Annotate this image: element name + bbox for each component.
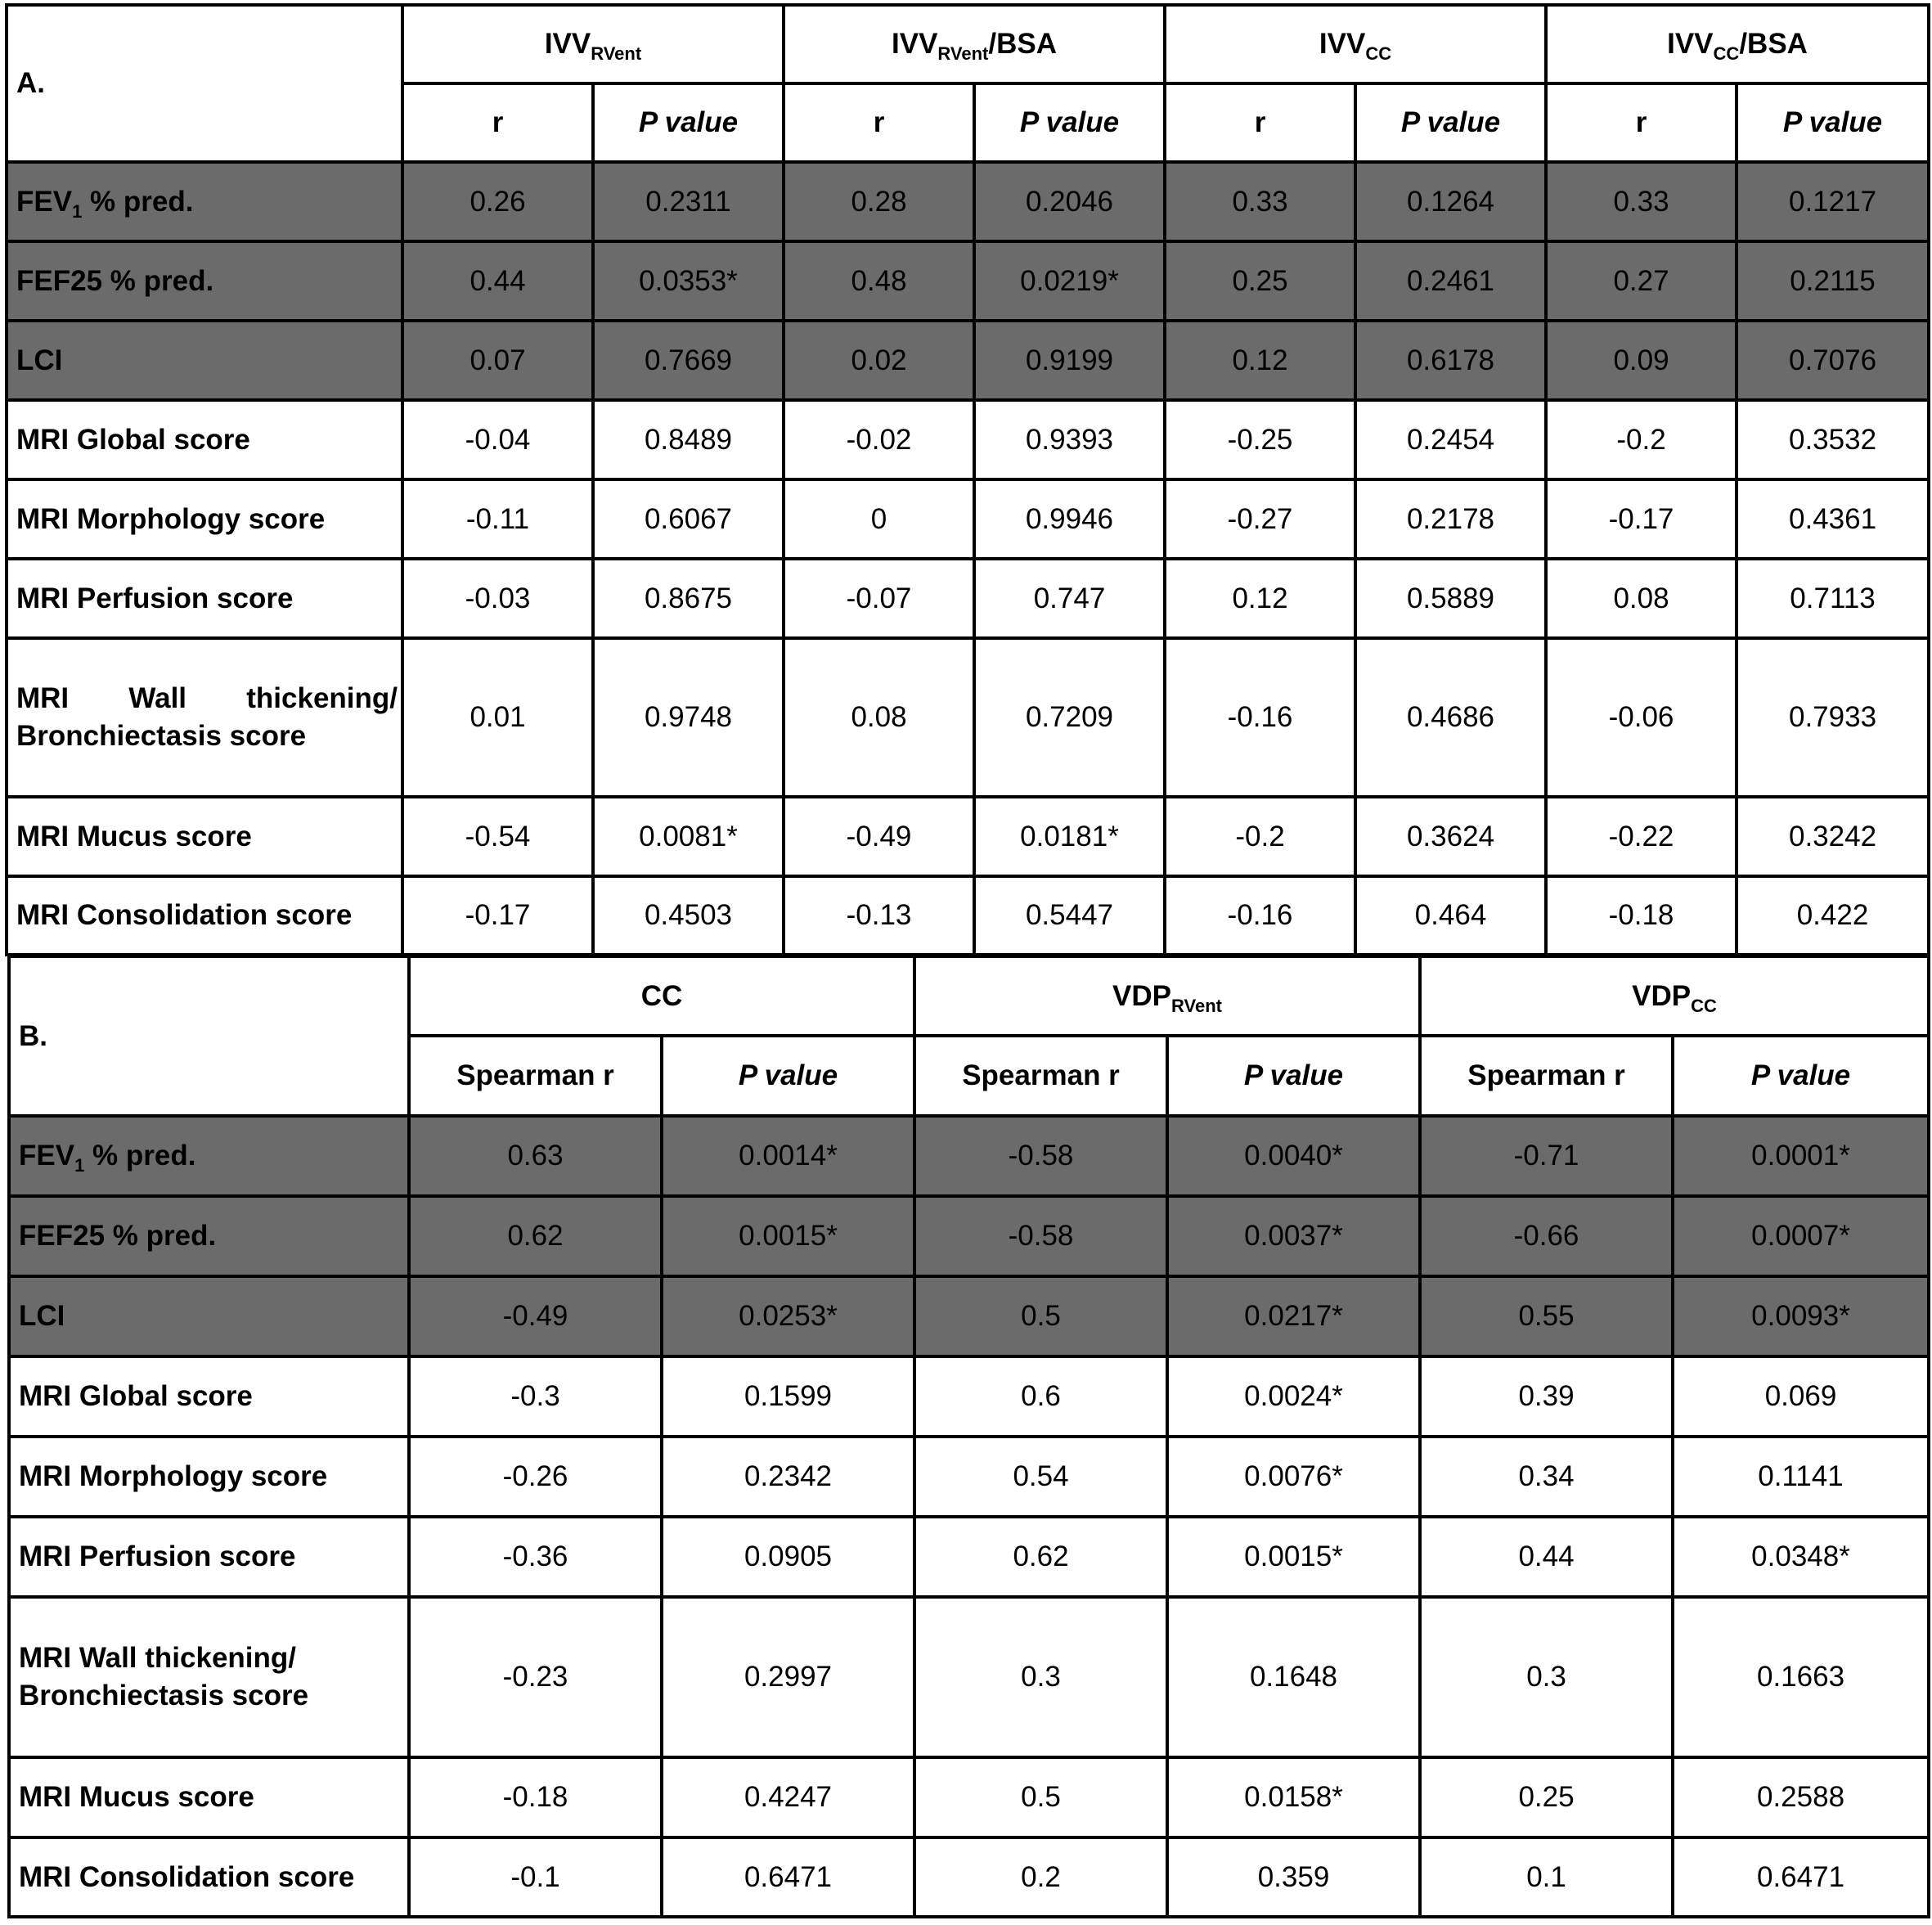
table-cell: 0.1599 (662, 1356, 914, 1437)
table-cell: 0.54 (914, 1437, 1167, 1517)
table-cell: 0.44 (402, 241, 593, 321)
table-row (7, 162, 1929, 241)
table-cell: -0.2 (1165, 797, 1355, 876)
table-cell: -0.58 (914, 1116, 1167, 1196)
table-row (9, 1437, 1929, 1517)
table-cell: 0.2997 (662, 1597, 914, 1757)
table-cell: -0.54 (402, 797, 593, 876)
table-cell: 0.6178 (1355, 321, 1546, 400)
table-cell: 0.09 (1546, 321, 1737, 400)
table-cell: -0.18 (409, 1757, 662, 1837)
row-label: $FEV_1$ % pred. (7, 162, 402, 241)
table-cell: -0.04 (402, 400, 593, 479)
table-cell: 0.2311 (593, 162, 784, 241)
table-cell: -0.06 (1546, 638, 1737, 797)
table-cell: 0.5 (914, 1276, 1167, 1356)
table-cell: 0.069 (1673, 1356, 1929, 1437)
table-cell: -0.71 (1420, 1116, 1673, 1196)
table-row (9, 1597, 1929, 1757)
table-cell: -0.17 (1546, 479, 1737, 559)
table-cell: 0.26 (402, 162, 593, 241)
table-cell: -0.1 (409, 1837, 662, 1917)
table-cell: 0.27 (1546, 241, 1737, 321)
table-cell: 0.6067 (593, 479, 784, 559)
table-cell: 0.1141 (1673, 1437, 1929, 1517)
table-cell: 0.0217* (1167, 1276, 1420, 1356)
row-label: MRI Mucus score (9, 1757, 409, 1837)
table-cell: 0.4247 (662, 1757, 914, 1837)
table-cell: 0.02 (784, 321, 974, 400)
table-cell: 0.0219* (974, 241, 1165, 321)
table-cell: 0.7669 (593, 321, 784, 400)
table-cell: 0.0024* (1167, 1356, 1420, 1437)
table-a-column-header: $IVV_{CC}$ (1165, 5, 1546, 83)
table-b-column-header: $VDP_{CC}$ (1420, 956, 1929, 1036)
table-row (9, 1196, 1929, 1276)
table-cell: 0.2115 (1737, 241, 1929, 321)
table-cell: 0.08 (1546, 559, 1737, 638)
table-cell: 0.25 (1420, 1757, 1673, 1837)
table-cell: 0.1663 (1673, 1597, 1929, 1757)
table-cell: -0.17 (402, 876, 593, 955)
table-cell: -0.49 (409, 1276, 662, 1356)
table-cell: -0.23 (409, 1597, 662, 1757)
table-cell: -0.16 (1165, 638, 1355, 797)
table-b-column-header: $VDP_{RVent}$ (914, 956, 1420, 1036)
row-label: MRI Consolidation score (7, 876, 402, 955)
table-row (9, 1116, 1929, 1196)
table-cell: 0.0158* (1167, 1757, 1420, 1837)
table-cell: 0.01 (402, 638, 593, 797)
row-label: FEF25 % pred. (7, 241, 402, 321)
row-label: LCI (9, 1276, 409, 1356)
table-row (9, 1757, 1929, 1837)
table-cell: 0.0001* (1673, 1116, 1929, 1196)
table-cell: 0.8489 (593, 400, 784, 479)
table-cell: 0.0015* (662, 1196, 914, 1276)
table-cell: 0.0037* (1167, 1196, 1420, 1276)
row-label: MRI Wall thickening/ Bronchiectasis score (7, 638, 402, 797)
table-cell: 0.0007* (1673, 1196, 1929, 1276)
table-cell: 0.6 (914, 1356, 1167, 1437)
table-row (7, 797, 1929, 876)
table-cell: -0.07 (784, 559, 974, 638)
table-cell: 0.5447 (974, 876, 1165, 955)
table-b-subheader: P value (662, 1036, 914, 1116)
table-cell: 0.3532 (1737, 400, 1929, 479)
table-a-subheader: r (402, 83, 593, 162)
table-cell: 0.28 (784, 162, 974, 241)
table-row (7, 241, 1929, 321)
table-cell: 0.4361 (1737, 479, 1929, 559)
table-cell: 0.2588 (1673, 1757, 1929, 1837)
table-cell: 0.747 (974, 559, 1165, 638)
table-cell: 0.5 (914, 1757, 1167, 1837)
row-label: MRI Perfusion score (9, 1517, 409, 1597)
table-row (9, 1276, 1929, 1356)
row-label: MRI Global score (9, 1356, 409, 1437)
table-cell: -0.03 (402, 559, 593, 638)
table-cell: 0.7113 (1737, 559, 1929, 638)
table-cell: 0.62 (409, 1196, 662, 1276)
table-cell: 0.0181* (974, 797, 1165, 876)
table-a-subheader: P value (593, 83, 784, 162)
table-cell: 0.48 (784, 241, 974, 321)
table-cell: 0.2 (914, 1837, 1167, 1917)
table-cell: 0.7933 (1737, 638, 1929, 797)
table-cell: -0.3 (409, 1356, 662, 1437)
row-label: MRI Global score (7, 400, 402, 479)
table-cell: -0.49 (784, 797, 974, 876)
row-label: MRI Perfusion score (7, 559, 402, 638)
table-cell: -0.22 (1546, 797, 1737, 876)
table-cell: 0.0076* (1167, 1437, 1420, 1517)
table-cell: 0.8675 (593, 559, 784, 638)
table-a-subheader: P value (1355, 83, 1546, 162)
table-cell: 0.9393 (974, 400, 1165, 479)
table-cell: 0.0015* (1167, 1517, 1420, 1597)
table-cell: -0.18 (1546, 876, 1737, 955)
table-cell: -0.27 (1165, 479, 1355, 559)
table-row (7, 479, 1929, 559)
table-a-subheader: r (784, 83, 974, 162)
table-a-subheader: r (1165, 83, 1355, 162)
table-cell: 0.0353* (593, 241, 784, 321)
table-b-column-header: CC (409, 956, 914, 1036)
row-label: MRI Morphology score (9, 1437, 409, 1517)
table-cell: 0.62 (914, 1517, 1167, 1597)
table-cell: 0.1 (1420, 1837, 1673, 1917)
table-cell: -0.11 (402, 479, 593, 559)
table-cell: 0.3 (1420, 1597, 1673, 1757)
table-cell: 0.2046 (974, 162, 1165, 241)
table-a-subheader: P value (974, 83, 1165, 162)
table-cell: 0.07 (402, 321, 593, 400)
table-cell: -0.25 (1165, 400, 1355, 479)
table-cell: 0.2454 (1355, 400, 1546, 479)
table-cell: 0.0348* (1673, 1517, 1929, 1597)
table-cell: 0.0014* (662, 1116, 914, 1196)
table-cell: 0.1648 (1167, 1597, 1420, 1757)
table-cell: 0.12 (1165, 559, 1355, 638)
table-cell: 0.7209 (974, 638, 1165, 797)
table-cell: 0.9748 (593, 638, 784, 797)
table-row (9, 1837, 1929, 1917)
table-cell: -0.36 (409, 1517, 662, 1597)
table-cell: 0.44 (1420, 1517, 1673, 1597)
table-cell: 0.0081* (593, 797, 784, 876)
table-cell: 0.9946 (974, 479, 1165, 559)
table-cell: 0.4503 (593, 876, 784, 955)
table-cell: 0.12 (1165, 321, 1355, 400)
table-cell: 0.39 (1420, 1356, 1673, 1437)
table-a-subheader: r (1546, 83, 1737, 162)
table-cell: 0.33 (1546, 162, 1737, 241)
table-cell: 0.2342 (662, 1437, 914, 1517)
table-cell: 0.08 (784, 638, 974, 797)
table-cell: 0.3242 (1737, 797, 1929, 876)
table-cell: 0.0040* (1167, 1116, 1420, 1196)
row-label: MRI Consolidation score (9, 1837, 409, 1917)
table-row (7, 638, 1929, 797)
row-label: LCI (7, 321, 402, 400)
table-cell: 0.422 (1737, 876, 1929, 955)
table-cell: 0.3624 (1355, 797, 1546, 876)
table-b-subheader: P value (1673, 1036, 1929, 1116)
table-b-subheader: Spearman r (1420, 1036, 1673, 1116)
row-label: MRI Wall thickening/ Bronchiectasis score (9, 1597, 409, 1757)
table-row (9, 1356, 1929, 1437)
table-a-label: A. (7, 5, 402, 162)
table-cell: 0.5889 (1355, 559, 1546, 638)
table-cell: 0.63 (409, 1116, 662, 1196)
row-label: $FEV_1$ % pred. (9, 1116, 409, 1196)
table-cell: 0.25 (1165, 241, 1355, 321)
table-cell: 0.3 (914, 1597, 1167, 1757)
table-cell: 0 (784, 479, 974, 559)
table-cell: 0.2461 (1355, 241, 1546, 321)
table-cell: -0.26 (409, 1437, 662, 1517)
table-cell: -0.02 (784, 400, 974, 479)
table-cell: 0.7076 (1737, 321, 1929, 400)
table-row (7, 321, 1929, 400)
table-b-label: B. (9, 956, 409, 1116)
table-cell: 0.34 (1420, 1437, 1673, 1517)
table-b-subheader: P value (1167, 1036, 1420, 1116)
table-cell: 0.0093* (1673, 1276, 1929, 1356)
table-cell: 0.0253* (662, 1276, 914, 1356)
table-a-column-header: $IVV_{CC}$/BSA (1546, 5, 1929, 83)
table-row (9, 1517, 1929, 1597)
table-cell: 0.1217 (1737, 162, 1929, 241)
table-b-subheader: Spearman r (914, 1036, 1167, 1116)
table-a-column-header: $IVV_{RVent}$/BSA (784, 5, 1165, 83)
table-row (7, 400, 1929, 479)
table-a-column-header: $IVV_{RVent}$ (402, 5, 784, 83)
table-cell: -0.58 (914, 1196, 1167, 1276)
table-cell: 0.0905 (662, 1517, 914, 1597)
table-cell: 0.4686 (1355, 638, 1546, 797)
table-cell: 0.359 (1167, 1837, 1420, 1917)
row-label: FEF25 % pred. (9, 1196, 409, 1276)
table-b (7, 955, 1930, 1918)
table-cell: 0.2178 (1355, 479, 1546, 559)
table-cell: 0.9199 (974, 321, 1165, 400)
table-cell: -0.13 (784, 876, 974, 955)
table-cell: -0.2 (1546, 400, 1737, 479)
table-cell: 0.6471 (662, 1837, 914, 1917)
table-b-subheader: Spearman r (409, 1036, 662, 1116)
table-cell: 0.6471 (1673, 1837, 1929, 1917)
table-a-subheader: P value (1737, 83, 1929, 162)
row-label: MRI Mucus score (7, 797, 402, 876)
table-cell: -0.16 (1165, 876, 1355, 955)
table-cell: 0.55 (1420, 1276, 1673, 1356)
table-cell: -0.66 (1420, 1196, 1673, 1276)
table-row (7, 559, 1929, 638)
table-cell: 0.464 (1355, 876, 1546, 955)
table-cell: 0.1264 (1355, 162, 1546, 241)
table-row (7, 876, 1929, 955)
row-label: MRI Morphology score (7, 479, 402, 559)
table-cell: 0.33 (1165, 162, 1355, 241)
table-a (5, 3, 1930, 956)
